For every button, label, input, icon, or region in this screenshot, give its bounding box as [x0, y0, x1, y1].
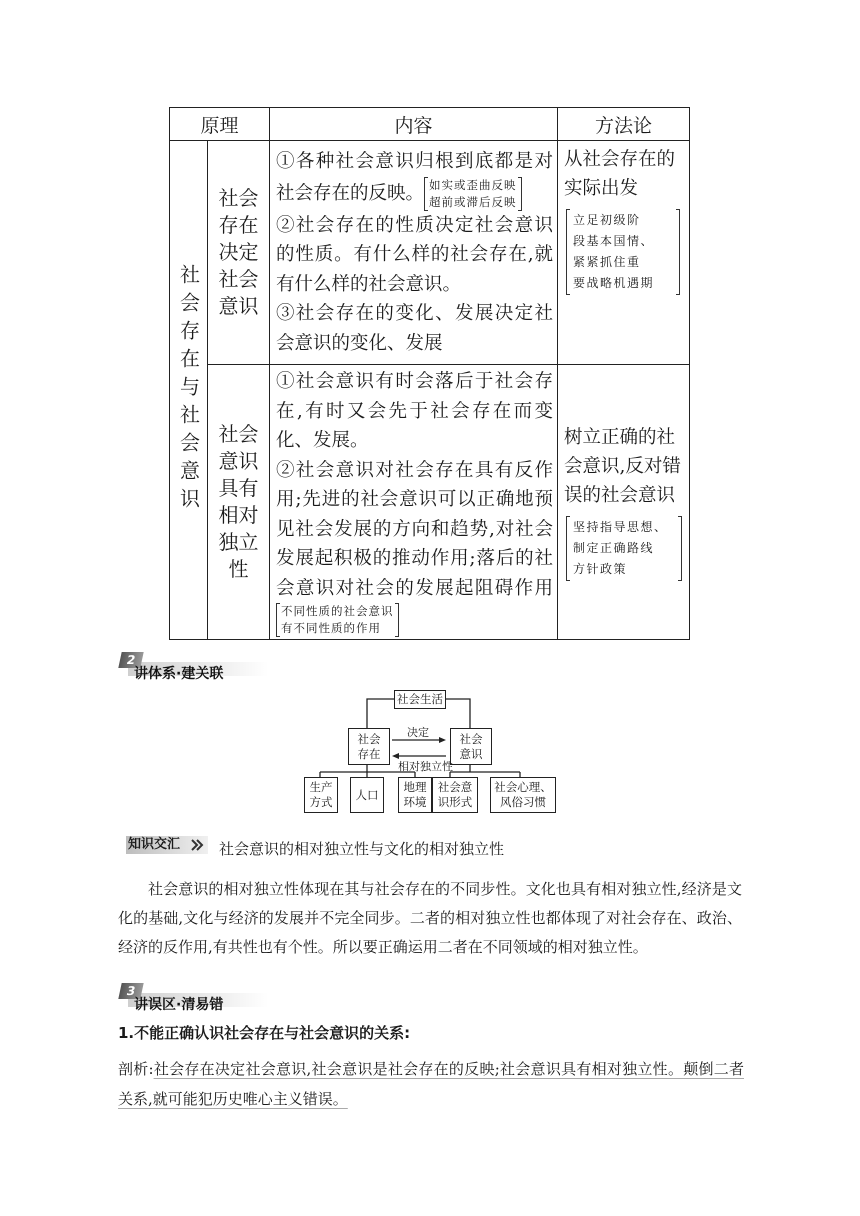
- diagram-node-social-psychology: [490, 777, 556, 813]
- mistake-title: 1.不能正确认识社会存在与社会意识的关系:: [118, 1024, 411, 1042]
- bracket-line: 超前或滞后反映: [429, 194, 517, 209]
- bracket-line: 要战略机遇期: [573, 276, 655, 290]
- content-item: ①各种社会意识归根到底都是对社会存在的反映。: [276, 151, 554, 204]
- mistake-prefix: 剖析:: [118, 1060, 154, 1078]
- mistake-body: [118, 1054, 744, 1114]
- content-item: ①社会意识有时会落后于社会存在,有时又会先于社会存在而变化、发展。: [276, 371, 554, 451]
- diagram-node-population: 人口: [350, 777, 384, 813]
- knowledge-tag: [126, 836, 208, 854]
- node-label: 社会心理、风俗习惯: [494, 780, 552, 809]
- bracket-line: 紧紧抓住重: [573, 255, 641, 269]
- section-header-system: [120, 652, 270, 682]
- sub-label-cell: [208, 141, 270, 365]
- diagram-node-geography: [398, 777, 432, 813]
- bracket-line: 不同性质的社会意识: [281, 604, 394, 618]
- diagram-node-production-mode: [304, 777, 338, 813]
- method-bracket-note: [566, 209, 680, 295]
- node-label: 社会存在: [357, 731, 381, 761]
- bracket-line: 立足初级阶: [573, 213, 641, 227]
- knowledge-title: 社会意识的相对独立性与文化的相对独立性: [219, 840, 505, 858]
- sub-label-cell: [208, 365, 270, 640]
- diagram-node-social-existence: [348, 728, 390, 765]
- section-number-badge: 2: [118, 652, 143, 668]
- content-item: ③社会存在的变化、发展决定社会意识的变化、发展: [276, 303, 554, 354]
- method-main: 从社会存在的实际出发: [564, 149, 676, 199]
- table-row: [170, 365, 690, 640]
- arrow-label-determines: 决定: [407, 726, 429, 739]
- method-main: 树立正确的社会意识,反对错误的社会意识: [564, 427, 681, 506]
- bracket-line: 制定正确路线: [573, 541, 655, 555]
- bracket-line: 有不同性质的作用: [281, 621, 382, 635]
- method-bracket-note: [566, 516, 682, 581]
- section-number-badge: 3: [118, 983, 143, 999]
- bracket-line: 方针政策: [573, 562, 628, 576]
- content-item: ②社会意识对社会存在具有反作用;先进的社会意识可以正确地预见社会发展的方向和趋势,对社会发展起积极的推动作用;落后的社会意识对社会的发展起阻碍作用: [276, 459, 554, 599]
- content-item: ②社会存在的性质决定社会意识的性质。有什么样的社会存在,就有什么样的社会意识。: [276, 214, 554, 295]
- group-label: 社会存在与社会意识: [176, 264, 201, 516]
- sub-label: 社会意识具有相对独立性: [218, 422, 259, 581]
- node-label: 地理环境: [403, 780, 427, 809]
- section-title: 讲误区·清易错: [134, 997, 224, 1013]
- content-cell: [270, 141, 558, 365]
- table-header-row: [170, 108, 690, 141]
- header-methodology: 方法论: [558, 108, 690, 141]
- content-cell: [270, 365, 558, 640]
- header-content: 内容: [270, 108, 558, 141]
- content-text: [270, 145, 557, 360]
- bracket-line: 段基本国情、: [573, 234, 655, 248]
- principle-table: [169, 107, 690, 640]
- header-principle: 原理: [170, 108, 270, 141]
- diagram-node-social-life: 社会生活: [394, 690, 446, 709]
- knowledge-tag-label: 知识交汇: [128, 837, 181, 852]
- node-label: 生产方式: [309, 780, 333, 809]
- diagram-node-consciousness-forms: [432, 777, 478, 813]
- diagram-node-social-consciousness: [450, 728, 492, 765]
- bracket-line: 坚持指导思想、: [573, 520, 668, 534]
- node-label: 社会意识: [459, 731, 483, 761]
- section-title: 讲体系·建关联: [134, 666, 224, 682]
- method-cell: [558, 365, 690, 640]
- group-label-cell: [170, 141, 208, 640]
- method-cell: [558, 141, 690, 365]
- double-chevron-icon: [190, 838, 204, 852]
- knowledge-paragraph: 社会意识的相对独立性体现在其与社会存在的不同步性。文化也具有相对独立性,经济是文化的基础,文化与经济的发展并不完全同步。二者的相对独立性也都体现了对社会存在、政治、经济的反作用,有共性也有个性。所以要正确运用二者在不同领域的相对独立性。: [118, 880, 742, 956]
- sub-label: 社会存在决定社会意识: [218, 186, 259, 318]
- content-text: [270, 365, 557, 639]
- method-text: [558, 141, 689, 299]
- table-row: [170, 141, 690, 365]
- bracket-line: 如实或歪曲反映: [429, 177, 517, 192]
- method-text: [558, 419, 689, 585]
- bracket-note: [276, 603, 399, 637]
- section-header-mistakes: [120, 983, 270, 1013]
- bracket-note: [424, 177, 522, 211]
- mistake-analysis: 社会存在决定社会意识,社会意识是社会存在的反映;社会意识具有相对独立性。颠倒二者关系,就可能犯历史唯心主义错误。: [118, 1060, 744, 1108]
- arrow-right-head: [439, 737, 446, 743]
- arrow-label-independence: 相对独立性: [398, 760, 453, 773]
- node-label: 社会意识形式: [437, 780, 473, 809]
- concept-diagram: [290, 690, 560, 820]
